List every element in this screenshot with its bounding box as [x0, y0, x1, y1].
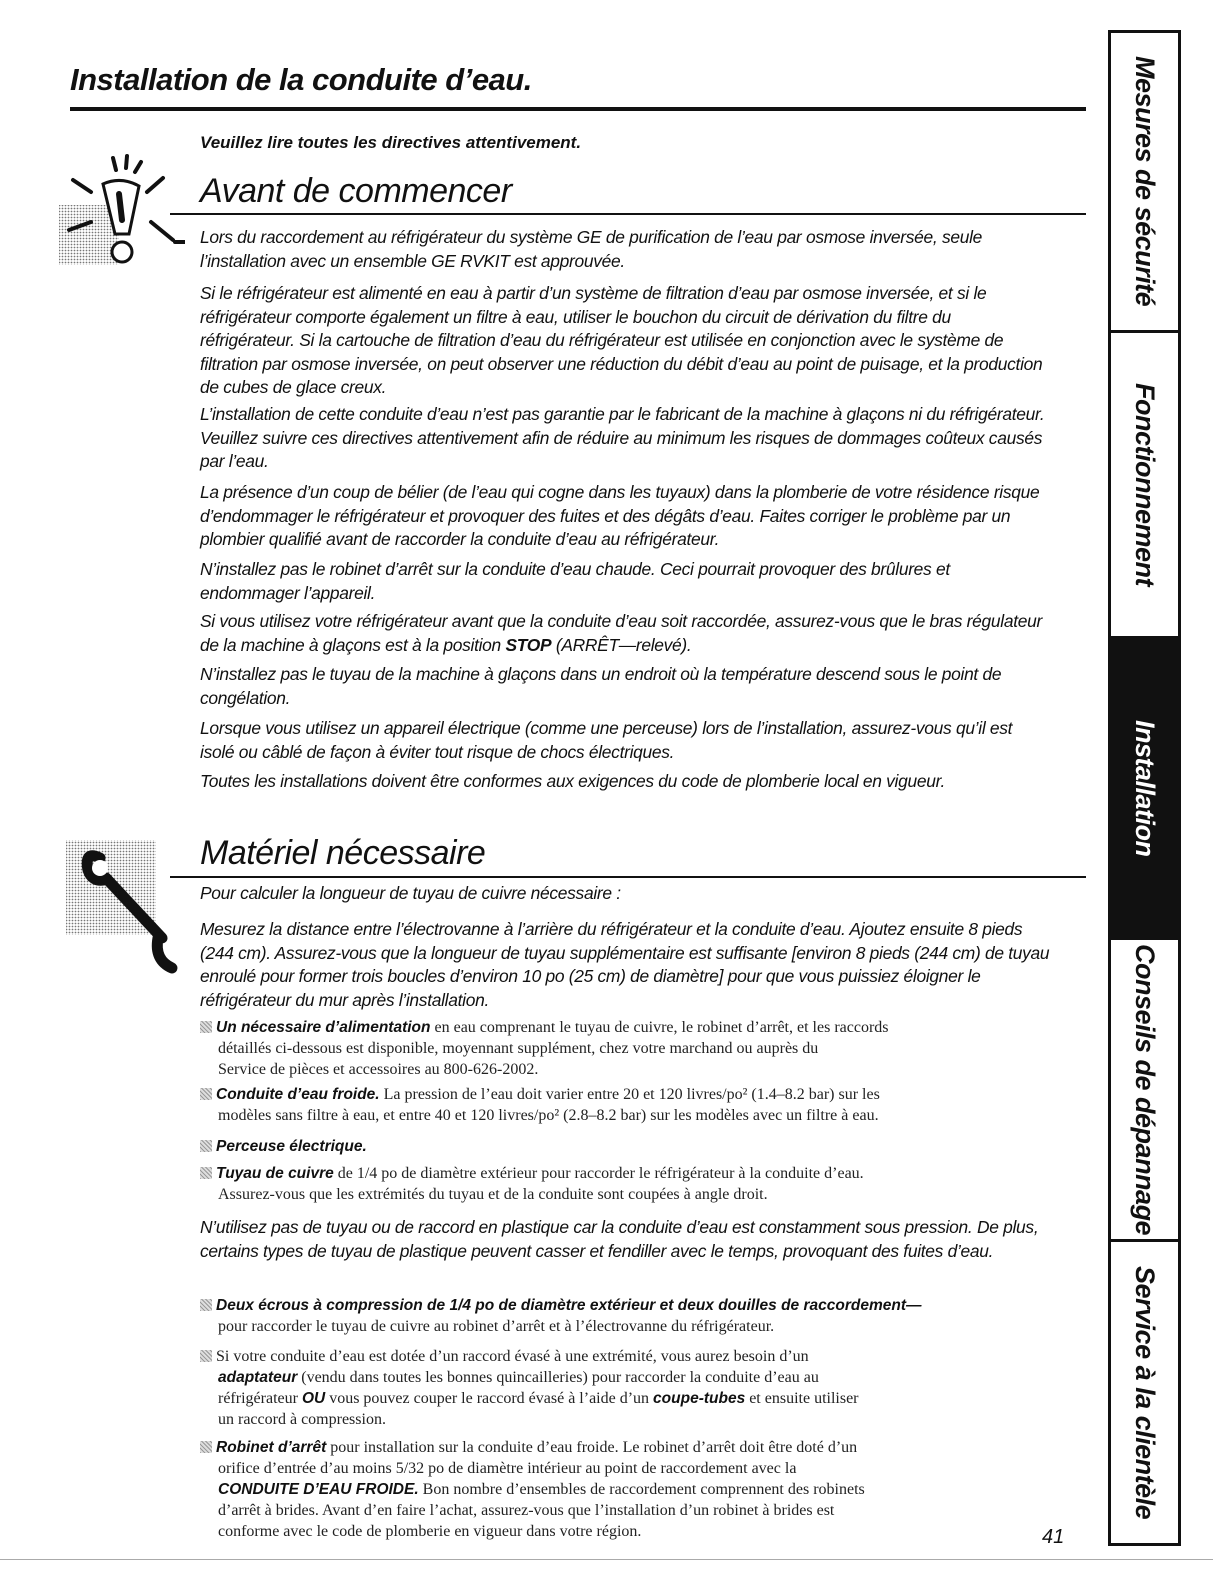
- stop-keyword: STOP: [505, 634, 552, 655]
- materials-paragraph: Pour calculer la longueur de tuyau de cuivre nécessaire :: [200, 883, 621, 903]
- title-rule: [70, 107, 1086, 111]
- tab-installation[interactable]: Installation: [1111, 639, 1178, 940]
- list-item: Tuyau de cuivre de 1/4 po de diamètre extérieur pour raccorder le réfrigérateur à la conduite d’eau. Assurez-vous que les extrémités du tuyau et de la conduite sont coupées à angle droit.: [200, 1163, 1050, 1205]
- bullet-icon: [200, 1021, 212, 1033]
- before-paragraph: N’installez pas le tuyau de la machine à glaçons dans un endroit où la température descend sous le point de congélation.: [200, 664, 1002, 708]
- before-paragraph: Si le réfrigérateur est alimenté en eau à partir d’un système de filtration d’eau par osmose inversée, et si le réfrigérateur comporte également un filtre à eau, utiliser le bouchon du circuit de dérivation du filtre du réfrigérateur. Si la cartouche de filtration d’eau du réfrigérateur est utilisée en conjonction avec le système de filtration par osmose inversée, on peut observer une réduction du débit d’eau au point de puisage, et la production de cubes de glace creux.: [200, 283, 1043, 397]
- page-title: Installation de la conduite d’eau.: [70, 62, 532, 97]
- before-paragraph: Lorsque vous utilisez un appareil électrique (comme une perceuse) lors de l’installation, assurez-vous qu’il est isolé ou câblé de façon à éviter tout risque de chocs électriques.: [200, 718, 1013, 762]
- bullet-icon: [200, 1167, 212, 1179]
- stop-paragraph: Si vous utilisez votre réfrigérateur avant que la conduite d’eau soit raccordée, assurez-vous que le bras régulateur de la machine à glaçons est à la position STOP (ARRÊT—relevé).: [200, 611, 1042, 655]
- intro-text: Veuillez lire toutes les directives attentivement.: [200, 133, 582, 152]
- warning-icon: [55, 150, 185, 275]
- materials-paragraph: Mesurez la distance entre l’électrovanne à l’arrière du réfrigérateur et la conduite d’eau. Ajoutez ensuite 8 pieds (244 cm). Assurez-vous que la longueur de tuyau supplémentaire est suffisante [environ 8 pieds (244 cm) de tuyau enroulé pour former trois boucles d’environ 10 po (25 cm) de diamètre] pour que vous puissiez éloigner le réfrigérateur du mur après l’installation.: [200, 919, 1050, 1010]
- before-paragraph: Toutes les installations doivent être conformes aux exigences du code de plomberie local en vigueur.: [200, 771, 945, 791]
- before-paragraph: Lors du raccordement au réfrigérateur du système GE de purification de l’eau par osmose inversée, seule l’installation avec un ensemble GE RVKIT est approuvée.: [200, 227, 983, 271]
- materials-heading: Matériel nécessaire: [200, 834, 486, 872]
- tab-troubleshooting[interactable]: Conseils de dépannage: [1111, 940, 1178, 1242]
- bullet-icon: [200, 1299, 212, 1311]
- materials-paragraph: N’utilisez pas de tuyau ou de raccord en plastique car la conduite d’eau est constamment sous pression. De plus, certains types de tuyau de plastique peuvent casser et fendiller avec le temps, provoquant des fuites d’eau.: [200, 1217, 1039, 1261]
- list-item: Robinet d’arrêt pour installation sur la conduite d’eau froide. Le robinet d’arrêt doit être doté d’un orifice d’entrée d’au moins 5/32 po de diamètre intérieur au point de raccordement avec la CONDUITE D’EAU FROIDE. Bon nombre d’ensembles de raccordement comprennent des robinets d’arrêt à brides. Avant d’en faire l’achat, assurez-vous que l’installation d’un robinet à brides est conforme avec le code de plomberie en vigueur dans votre région.: [200, 1437, 1050, 1542]
- wrench-icon: [62, 820, 192, 985]
- list-item: Perceuse électrique.: [200, 1136, 1050, 1157]
- list-item: Si votre conduite d’eau est dotée d’un raccord évasé à une extrémité, vous aurez besoin d’un adaptateur (vendu dans toutes les bonnes quincailleries) pour raccorder la conduite d’eau au réfrigérateur OU vous pouvez couper le raccord évasé à l’aide d’un coupe-tubes et ensuite utiliser un raccord à compression.: [200, 1346, 1050, 1430]
- before-heading: Avant de commencer: [200, 172, 512, 210]
- bullet-icon: [200, 1350, 212, 1362]
- list-item: Conduite d’eau froide. La pression de l’eau doit varier entre 20 et 120 livres/po² (1.4–8.2 bar) sur les modèles sans filtre à eau, et entre 40 et 120 livres/po² (2.8–8.2 bar) sur les modèles avec un filtre à eau.: [200, 1084, 1050, 1126]
- before-paragraph: La présence d’un coup de bélier (de l’eau qui cogne dans les tuyaux) dans la plomberie de votre résidence risque d’endommager le réfrigérateur et provoquer des fuites et des dégâts d’eau. Faites corriger le problème par un plombier qualifié avant de raccorder la conduite d’eau au réfrigérateur.: [200, 482, 1040, 549]
- list-item: Deux écrous à compression de 1/4 po de diamètre extérieur et deux douilles de raccordement— pour raccorder le tuyau de cuivre au robinet d’arrêt et à l’électrovanne du réfrigérateur.: [200, 1295, 1050, 1337]
- bullet-icon: [200, 1088, 212, 1100]
- page-number: 41: [1042, 1526, 1065, 1548]
- list-item: Un nécessaire d’alimentation en eau comprenant le tuyau de cuivre, le robinet d’arrêt, et les raccords détaillés ci-dessous est disponible, moyennant supplément, chez votre marchand ou auprès du Service de pièces et accessoires au 800-626-2002.: [200, 1017, 1050, 1080]
- before-paragraph: L’installation de cette conduite d’eau n’est pas garantie par le fabricant de la machine à glaçons ni du réfrigérateur. Veuillez suivre ces directives attentivement afin de réduire au minimum les risques de dommages coûteux causés par l’eau.: [200, 404, 1045, 471]
- bullet-icon: [200, 1441, 212, 1453]
- bottom-rule: [0, 1559, 1213, 1560]
- before-paragraph: N’installez pas le robinet d’arrêt sur la conduite d’eau chaude. Ceci pourrait provoquer des brûlures et endommager l’appareil.: [200, 559, 950, 603]
- section-tabs: [1108, 30, 1181, 1546]
- tab-operation[interactable]: Fonctionnement: [1111, 333, 1178, 639]
- tab-customer-service[interactable]: Service à la clientèle: [1130, 1265, 1160, 1520]
- bullet-icon: [200, 1140, 212, 1152]
- tab-safety[interactable]: Mesures de sécurité: [1111, 33, 1178, 333]
- before-rule: [170, 213, 1086, 215]
- materials-rule: [170, 876, 1086, 878]
